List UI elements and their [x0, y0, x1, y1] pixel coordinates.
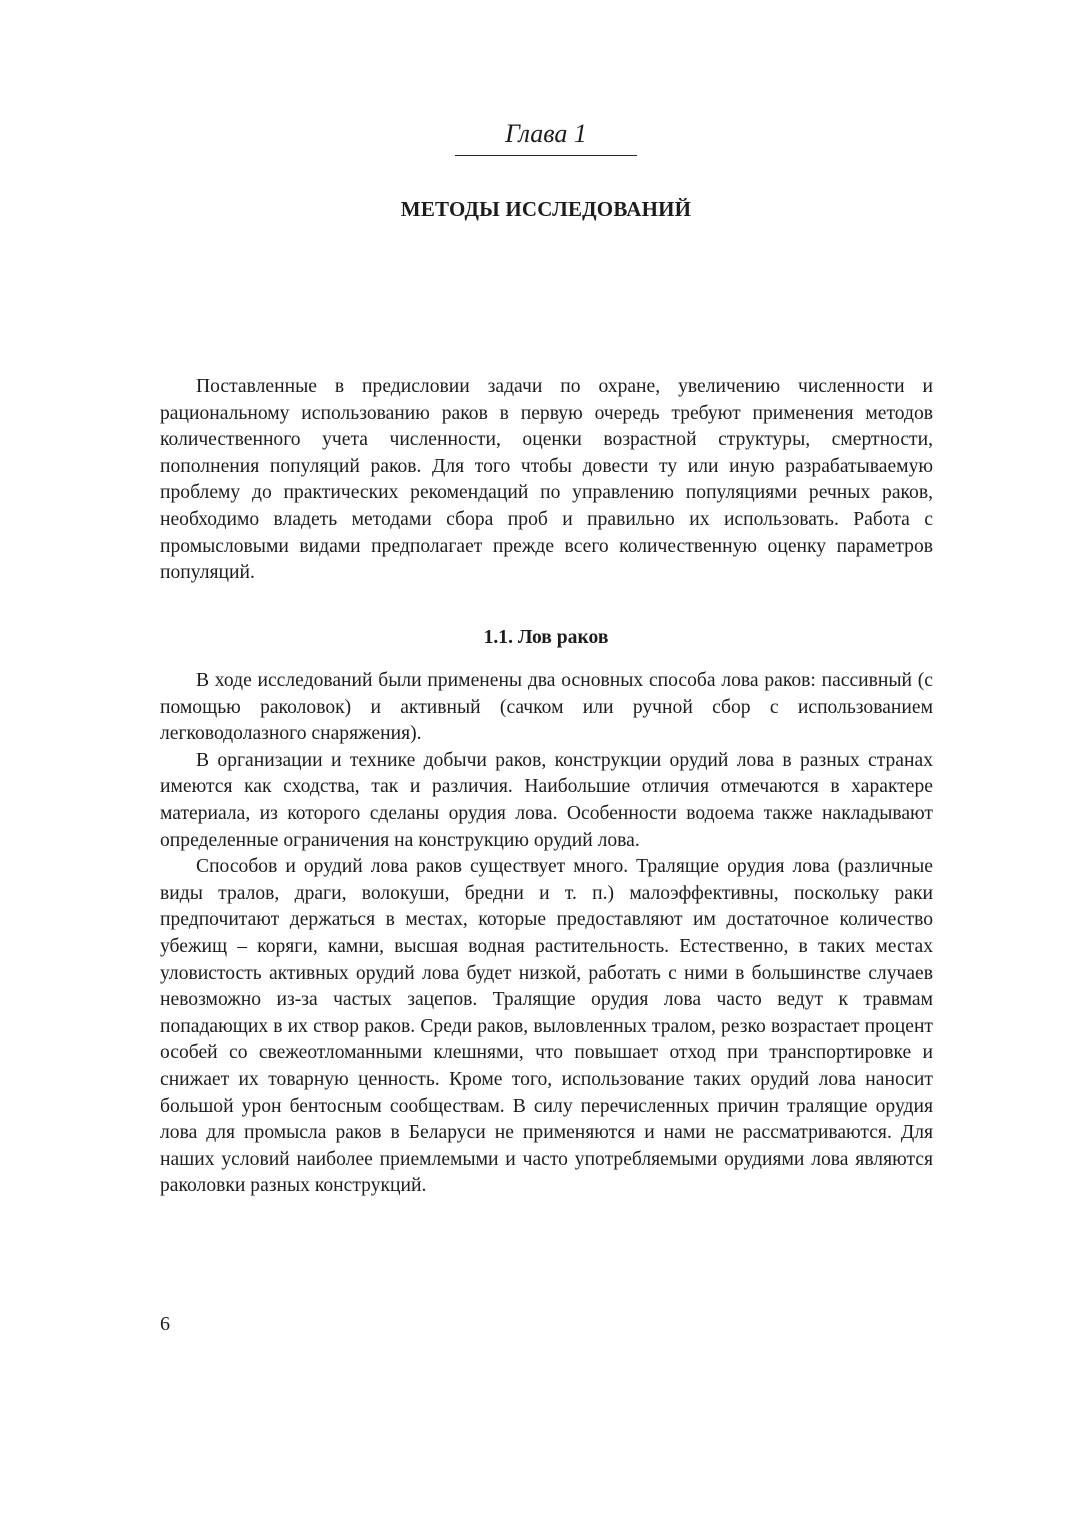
- body-paragraph: В организации и технике добычи раков, конструкции орудий лова в разных странах имеются как сходства, так и различия. Наибольшие отличия отмечаются в характере материала, из которого сделаны орудия лова. Особенности водоема также накладывают определенные ограничения на конструкцию орудий лова.: [160, 749, 933, 851]
- chapter-underline: [455, 155, 637, 156]
- body-paragraph: Способов и орудий лова раков существует много. Тралящие орудия лова (различные виды тралов, драги, волокуши, бредни и т. п.) малоэффективны, поскольку раки предпочитают держаться в местах, которые предоставляют им достаточное количество убежищ – коряги, камни, высшая водная растительность. Естественно, в таких местах уловистость активных орудий лова будет низкой, работать с ними в большинстве случаев невозможно из-за частых зацепов. Тралящие орудия лова часто ведут к травмам попадающих в их створ раков. Среди раков, выловленных тралом, резко возрастает процент особей со свежеотломанными клешнями, что повышает отход при транспортировке и снижает их товарную ценность. Кроме того, использование таких орудий лова наносит большой урон бентосным сообществам. В силу перечисленных причин тралящие орудия лова для промысла раков в Беларуси не применяются и нами не рассматриваются. Для наших условий наиболее приемлемыми и часто употребляемыми орудиями лова являются раколовки разных конструкций.: [160, 856, 933, 1197]
- intro-paragraph: Поставленные в предисловии задачи по охране, увеличению численности и рациональному использованию раков в первую очередь требуют применения методов количественного учета численности, оценки возрастной структуры, смертности, пополнения популяций раков. Для того чтобы довести ту или иную разрабатываемую проблему до практических рекомендаций по управлению популяциями речных раков, необходимо владеть методами сбора проб и правильно их использовать. Работа с промысловыми видами предполагает прежде всего количественную оценку параметров популяций.: [160, 376, 933, 584]
- page-number: 6: [160, 1313, 170, 1335]
- section-body: [160, 668, 933, 1200]
- body-paragraph: В ходе исследований были применены два основных способа лова раков: пассивный (с помощью раколовок) и активный (сачком или ручной сбор с использованием легководолазного снаряжения).: [160, 670, 933, 745]
- section-heading: 1.1. Лов раков: [483, 627, 609, 648]
- chapter-label: Глава 1: [505, 119, 587, 148]
- chapter-title: МЕТОДЫ ИССЛЕДОВАНИЙ: [400, 197, 692, 221]
- intro-section: [160, 374, 933, 587]
